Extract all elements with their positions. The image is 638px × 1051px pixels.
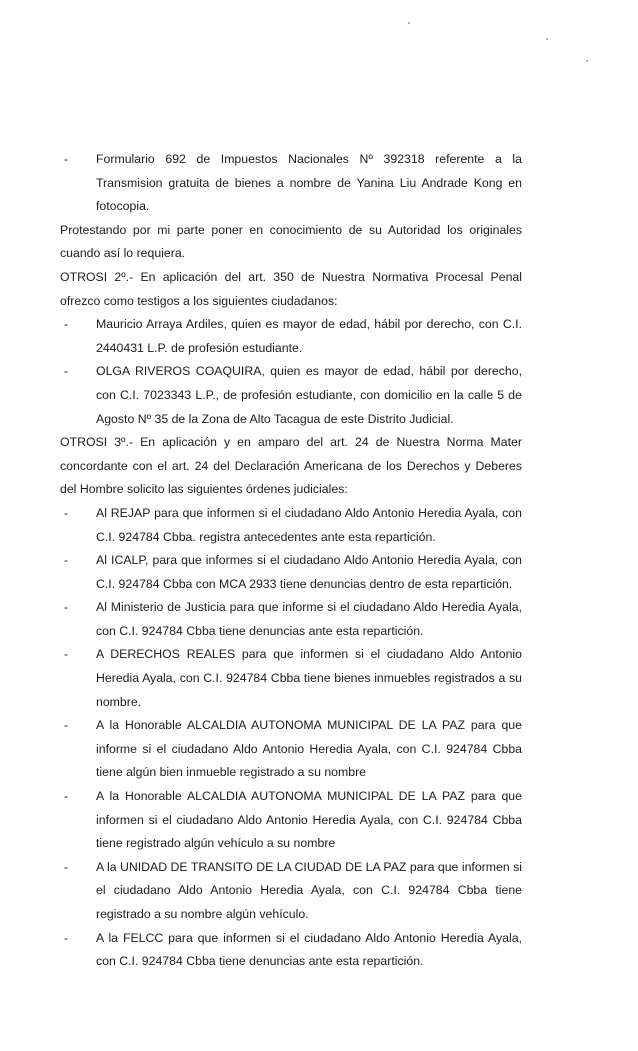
- list-item-text: A la FELCC para que informen si el ciudadano Aldo Antonio Heredia Ayala, con C.I. 924784 Cbba tiene denuncias ante esta repartición.: [96, 930, 522, 969]
- list-item-text: A la Honorable ALCALDIA AUTONOMA MUNICIPAL DE LA PAZ para que informen si el ciudadano Aldo Antonio Heredia Ayala, con C.I. 924784 Cbba tiene registrado algún vehículo a su nombre: [96, 789, 522, 851]
- otrosi-2-paragraph: OTROSI 2º.- En aplicación del art. 350 de Nuestra Normativa Procesal Penal ofrezco como testigos a los siguientes ciudadanos:: [60, 269, 522, 308]
- scan-speck: [408, 22, 410, 24]
- witness-list: [60, 313, 522, 431]
- list-item-text: A la Honorable ALCALDIA AUTONOMA MUNICIPAL DE LA PAZ para que informe si el ciudadano Aldo Antonio Heredia Ayala, con C.I. 924784 Cbba tiene algún bien inmueble registrado a su nombre: [96, 718, 522, 780]
- list-item: [60, 643, 522, 714]
- bullet-dash: -: [64, 789, 69, 804]
- protest-paragraph: Protestando por mi parte poner en conocimiento de su Autoridad los originales cuando así lo requiera.: [60, 222, 522, 261]
- bullet-dash: -: [64, 364, 69, 379]
- bullet-dash: -: [64, 647, 69, 662]
- list-item-text: A DERECHOS REALES para que informen si el ciudadano Aldo Antonio Heredia Ayala, con C.I. 924784 Cbba tiene bienes inmuebles registrados a su nombre.: [96, 647, 522, 709]
- list-item: [60, 549, 522, 596]
- list-item: [60, 313, 522, 360]
- bullet-dash: -: [64, 718, 69, 733]
- list-item-text: Formulario 692 de Impuestos Nacionales Nº 392318 referente a la Transmision gratuita de bienes a nombre de Yanina Liu Andrade Kong en fotocopia.: [96, 152, 522, 214]
- list-item: [60, 596, 522, 643]
- list-item: [60, 502, 522, 549]
- list-item: [60, 856, 522, 927]
- bullet-dash: -: [64, 600, 69, 615]
- bullet-dash: -: [64, 859, 69, 874]
- list-item: [60, 927, 522, 974]
- bullet-dash: -: [64, 505, 69, 520]
- bullet-dash: -: [64, 553, 69, 568]
- list-item-text: A la UNIDAD DE TRANSITO DE LA CIUDAD DE LA PAZ para que informen si el ciudadano Aldo Antonio Heredia Ayala, con C.I. 924784 Cbba tiene registrado a su nombre algún vehículo.: [96, 859, 522, 921]
- list-item-text: Al ICALP, para que informes si el ciudadano Aldo Antonio Heredia Ayala, con C.I. 924784 Cbba con MCA 2933 tiene denuncias dentro de esta repartición.: [96, 553, 522, 591]
- list-item: [60, 148, 522, 219]
- scan-speck: [586, 60, 588, 62]
- list-item: [60, 714, 522, 785]
- bullet-dash: -: [64, 317, 69, 332]
- list-item-text: Al Ministerio de Justicia para que informe si el ciudadano Aldo Heredia Ayala, con C.I. 924784 Cbba tiene denuncias ante esta repartición.: [96, 600, 522, 638]
- judicial-orders-list: [60, 502, 522, 974]
- list-item: [60, 785, 522, 856]
- bullet-dash: -: [64, 152, 69, 166]
- otrosi-3-paragraph: OTROSI 3º.- En aplicación y en amparo del art. 24 de Nuestra Norma Mater concordante con el art. 24 del Declaración Americana de los Derechos y Deberes del Hombre solicito las siguientes órdenes judiciales:: [60, 435, 522, 497]
- list-item-text: OLGA RIVEROS COAQUIRA, quien es mayor de edad, hábil por derecho, con C.I. 7023343 L.P., de profesión estudiante, con domicilio en la calle 5 de Agosto Nº 35 de la Zona de Alto Tacagua de este Distrito Judicial.: [96, 364, 522, 426]
- list-item-text: Mauricio Arraya Ardiles, quien es mayor de edad, hábil por derecho, con C.I. 2440431 L.P. de profesión estudiante.: [96, 317, 522, 355]
- attachment-list: [60, 148, 522, 219]
- list-item-text: Al REJAP para que informen si el ciudadano Aldo Antonio Heredia Ayala, con C.I. 924784 Cbba. registra antecedentes ante esta repartición.: [96, 505, 522, 544]
- bullet-dash: -: [64, 930, 69, 945]
- document-body: [60, 148, 522, 974]
- scan-speck: [546, 38, 548, 40]
- list-item: [60, 360, 522, 431]
